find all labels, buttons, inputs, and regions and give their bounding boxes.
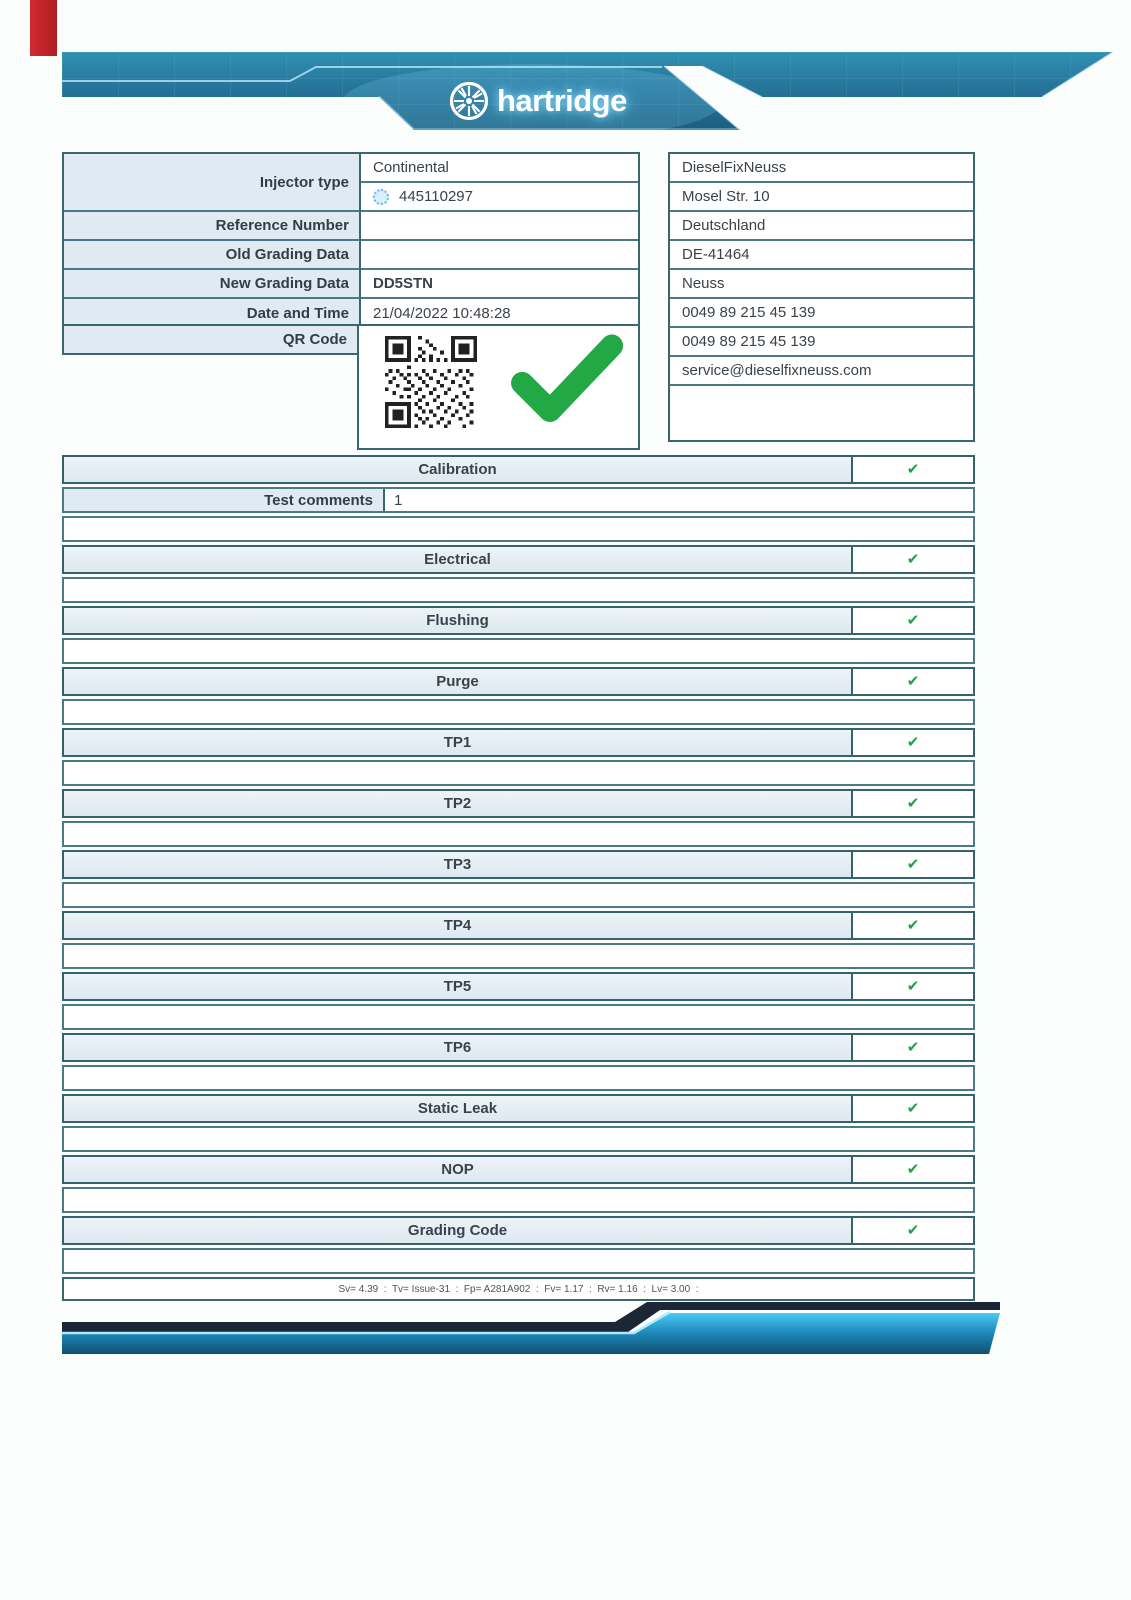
contact-row	[670, 299, 973, 328]
check-icon: ✔	[906, 461, 920, 478]
contact-row	[670, 328, 973, 357]
check-icon: ✔	[906, 612, 920, 629]
footer-banner	[62, 1300, 1000, 1358]
section-header-row	[62, 1033, 975, 1062]
contact-value: Mosel Str. 10	[682, 188, 770, 205]
section-status-cell	[851, 1157, 973, 1182]
old-grading-value	[361, 241, 638, 270]
header-banner	[62, 52, 1115, 130]
section-title: Flushing	[426, 612, 489, 629]
new-grading-value: DD5STN	[361, 270, 638, 299]
section-status-cell	[851, 791, 973, 816]
section-status-cell	[851, 730, 973, 755]
check-icon: ✔	[906, 1222, 920, 1239]
section-title: Purge	[436, 673, 479, 690]
red-corner-mark	[30, 0, 57, 56]
section-header-row	[62, 911, 975, 940]
section-header-row	[62, 850, 975, 879]
footer-banner-shape	[62, 1300, 1000, 1358]
section-comment-row	[62, 638, 975, 664]
contact-row	[670, 270, 973, 299]
check-icon: ✔	[906, 917, 920, 934]
contact-empty-cell	[670, 386, 973, 440]
contact-value: 0049 89 215 45 139	[682, 304, 816, 321]
hartridge-wheel-icon	[448, 80, 490, 122]
check-icon: ✔	[906, 795, 920, 812]
bullet-circle-icon	[373, 189, 389, 205]
section-title: NOP	[441, 1161, 474, 1178]
section-comment-row	[62, 1004, 975, 1030]
section-header-row	[62, 789, 975, 818]
check-icon: ✔	[906, 1039, 920, 1056]
section-header-row	[62, 455, 975, 484]
info-label: Injector type	[64, 154, 361, 212]
software-versions-line: Sv= 4.39 : Tv= Issue-31 : Fp= A281A902 : Fv= 1.17 : Rv= 1.16 : Lv= 3.00 :	[62, 1277, 975, 1301]
check-icon: ✔	[906, 551, 920, 568]
section-comment-row	[62, 882, 975, 908]
section-title: TP2	[443, 795, 472, 812]
section-header-row	[62, 1155, 975, 1184]
section-status-cell	[851, 1096, 973, 1121]
contact-row	[670, 212, 973, 241]
section-comment-row	[62, 516, 975, 542]
contact-row	[670, 357, 973, 386]
section-title: TP3	[443, 856, 472, 873]
section-comment-row	[62, 1065, 975, 1091]
section-comment-row	[62, 1187, 975, 1213]
section-status-cell	[851, 457, 973, 482]
injector-make-value: Continental	[361, 154, 638, 183]
section-header-row	[62, 545, 975, 574]
contact-value: Neuss	[682, 275, 725, 292]
section-title: Calibration	[418, 461, 497, 478]
section-title: Electrical	[424, 551, 491, 568]
section-header-row	[62, 972, 975, 1001]
section-status-cell	[851, 1218, 973, 1243]
section-title: Static Leak	[417, 1100, 498, 1117]
section-title: TP6	[443, 1039, 472, 1056]
injector-info-table	[62, 152, 640, 330]
brand-name: hartridge	[497, 83, 627, 118]
check-icon: ✔	[906, 1100, 920, 1117]
section-header-row	[62, 667, 975, 696]
test-comments-label: Test comments	[64, 489, 385, 511]
contact-row	[670, 183, 973, 212]
section-header-row	[62, 1094, 975, 1123]
section-comment-row	[62, 1126, 975, 1152]
section-title: TP5	[443, 978, 472, 995]
reference-number-value	[361, 212, 638, 241]
section-header-row	[62, 606, 975, 635]
qr-code-image	[383, 336, 479, 428]
section-status-cell	[851, 974, 973, 999]
qr-code-label: QR Code	[62, 324, 359, 355]
check-icon: ✔	[906, 673, 920, 690]
info-label: Date and Time	[64, 299, 361, 328]
test-comments-value: 1	[394, 491, 403, 509]
section-comment-row	[62, 699, 975, 725]
contact-row	[670, 241, 973, 270]
section-status-cell	[851, 1035, 973, 1060]
info-label: Old Grading Data	[64, 241, 361, 270]
injector-number-value: 445110297	[361, 183, 638, 212]
contact-value: DieselFixNeuss	[682, 159, 787, 176]
section-title: TP4	[443, 917, 472, 934]
info-label: New Grading Data	[64, 270, 361, 299]
check-icon: ✔	[906, 734, 920, 751]
qr-code-cell	[357, 324, 640, 450]
check-icon: ✔	[906, 856, 920, 873]
section-title: TP1	[443, 734, 472, 751]
check-icon: ✔	[906, 1161, 920, 1178]
section-status-cell	[851, 913, 973, 938]
test-comments-row	[62, 487, 975, 513]
pass-check-icon	[507, 334, 625, 430]
section-status-cell	[851, 669, 973, 694]
info-label: Reference Number	[64, 212, 361, 241]
section-status-cell	[851, 608, 973, 633]
contact-value: DE-41464	[682, 246, 750, 263]
contact-value: 0049 89 215 45 139	[682, 333, 816, 350]
section-comment-row	[62, 760, 975, 786]
contact-table	[668, 152, 975, 442]
contact-value: service@dieselfixneuss.com	[682, 362, 872, 379]
section-status-cell	[851, 852, 973, 877]
section-comment-row	[62, 1248, 975, 1274]
contact-row	[670, 154, 973, 183]
section-comment-row	[62, 577, 975, 603]
hartridge-logo	[448, 80, 627, 122]
datetime-value: 21/04/2022 10:48:28	[373, 305, 511, 322]
section-header-row	[62, 1216, 975, 1245]
sections	[62, 455, 975, 1301]
section-comment-row	[62, 821, 975, 847]
section-status-cell	[851, 547, 973, 572]
section-title: Grading Code	[407, 1222, 508, 1239]
section-comment-row	[62, 943, 975, 969]
check-icon: ✔	[906, 978, 920, 995]
section-header-row	[62, 728, 975, 757]
contact-value: Deutschland	[682, 217, 766, 234]
